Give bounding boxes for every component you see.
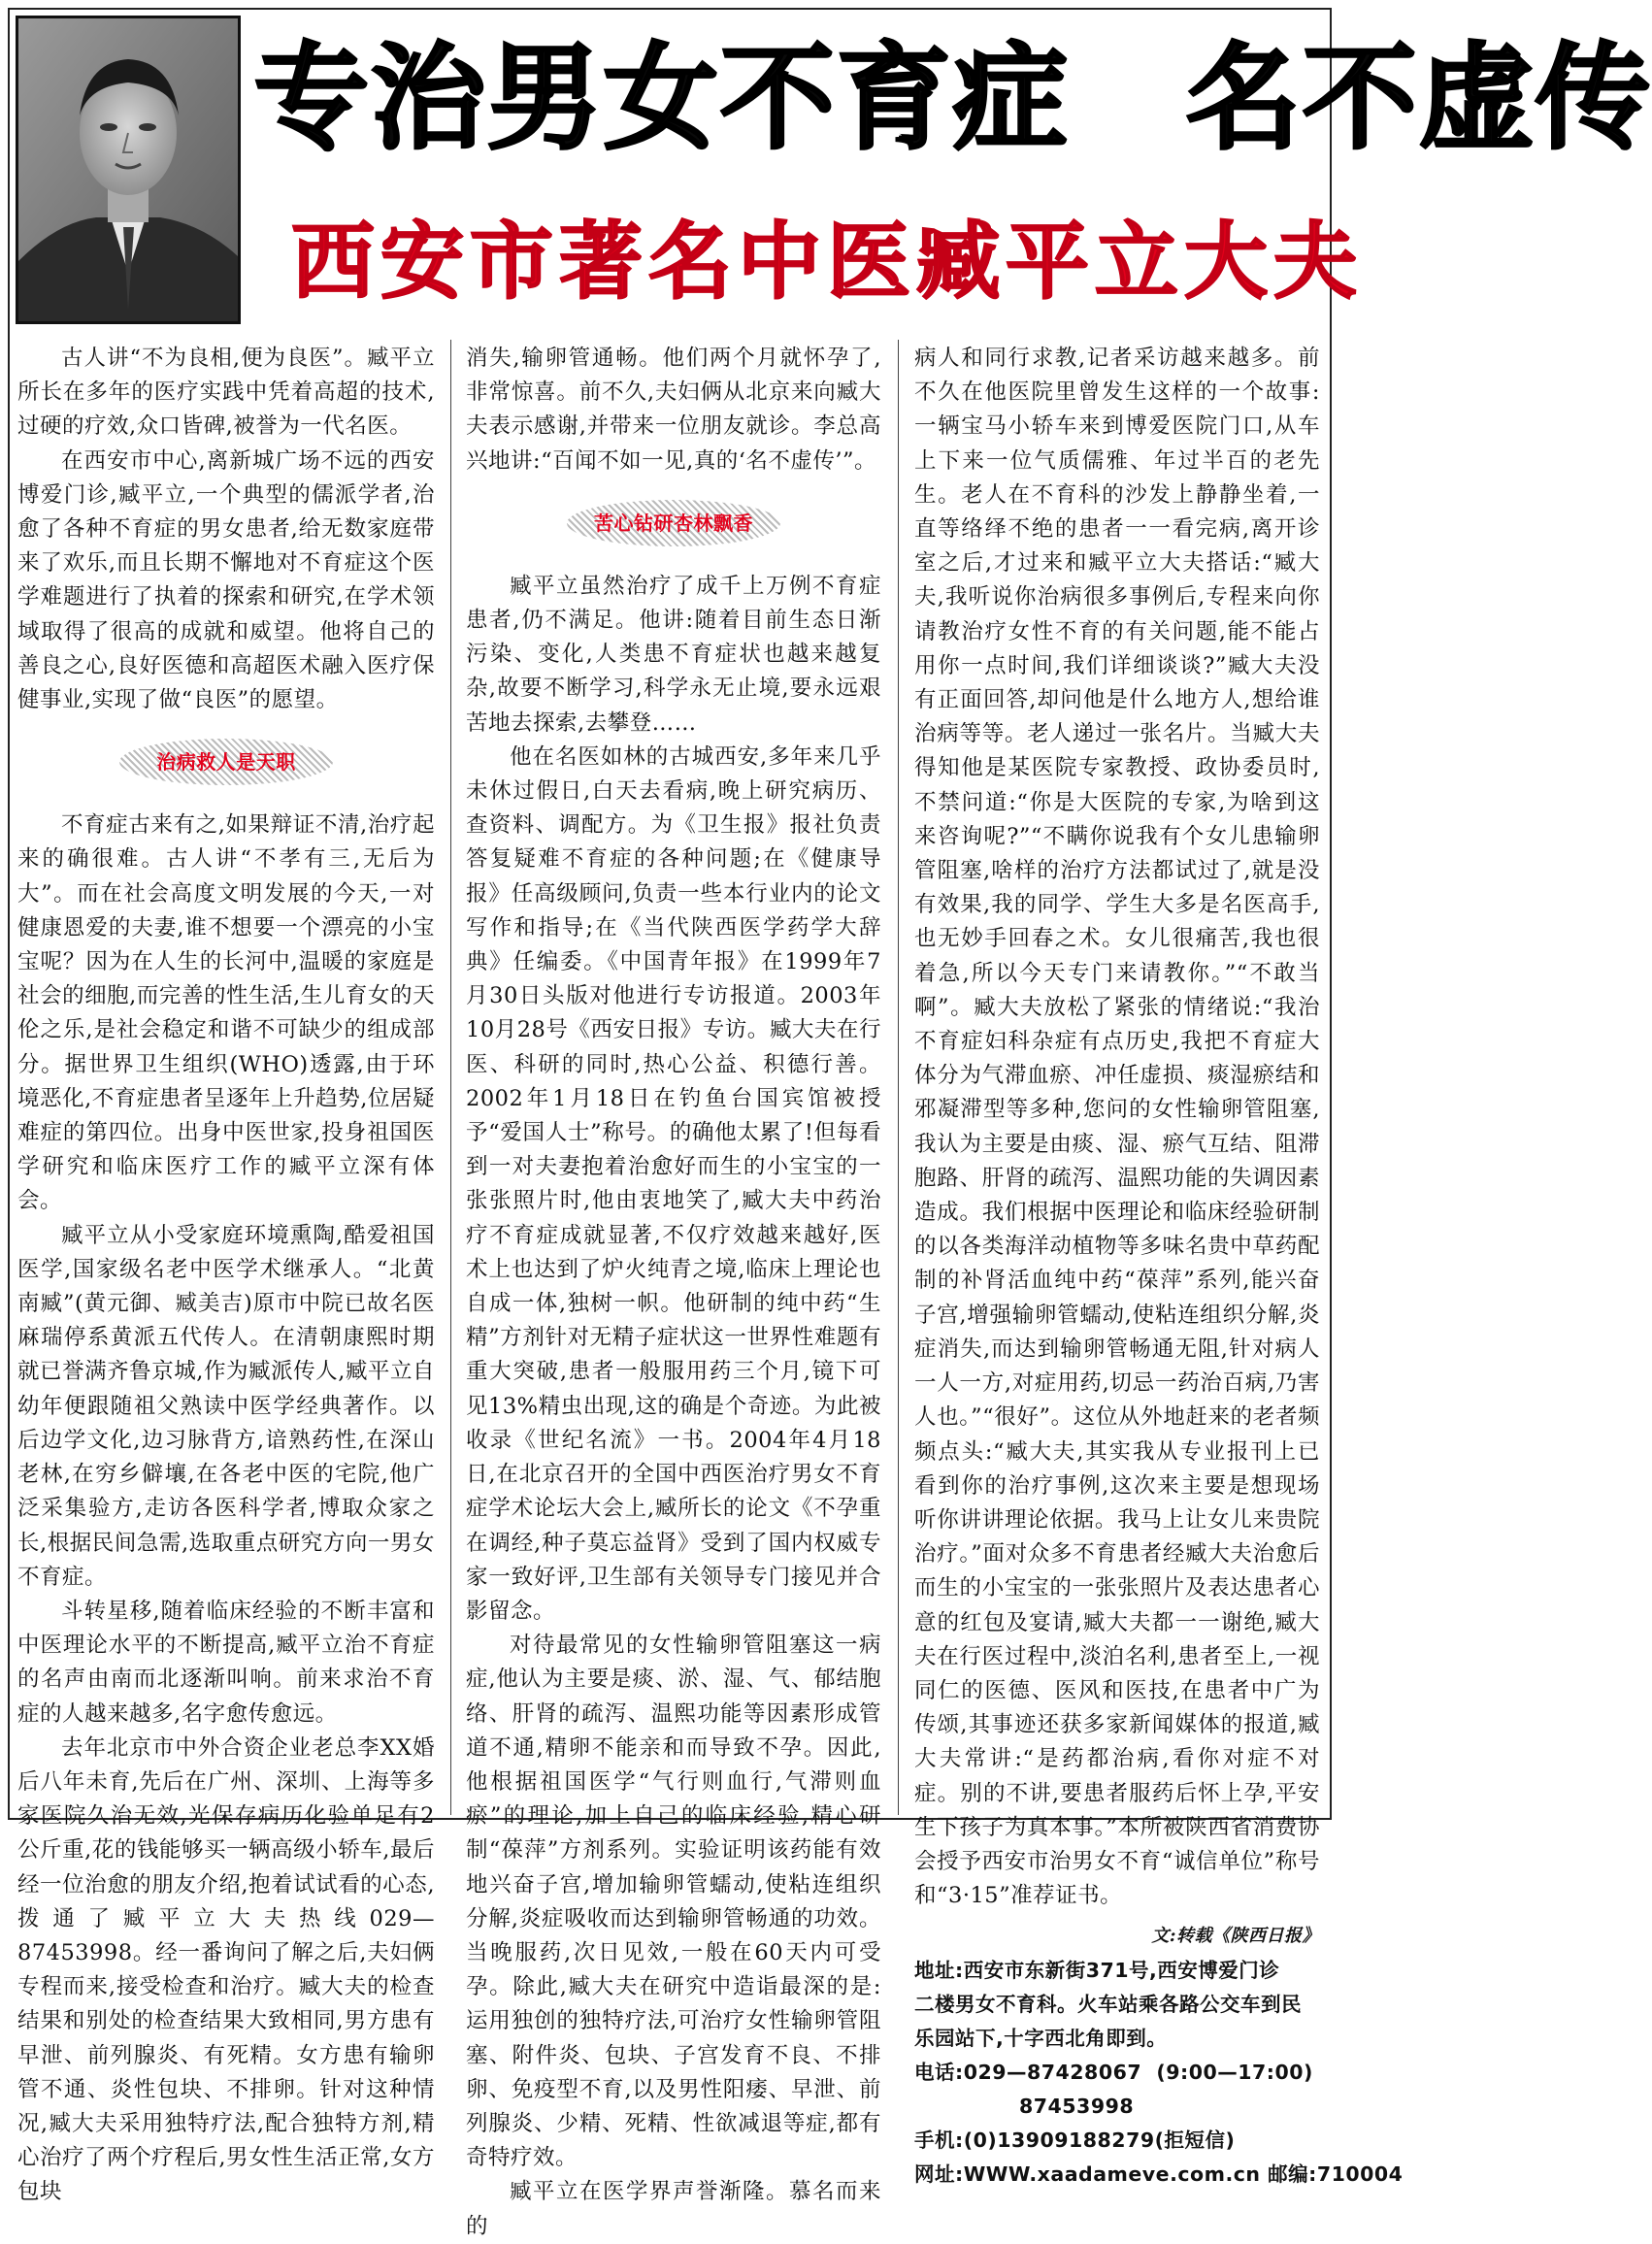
article-column-1 — [17, 342, 435, 2210]
article-column-3 — [914, 342, 1404, 2192]
paragraph: 臧平立从小受家庭环境熏陶,酷爱祖国医学,国家级名老中医学术继承人。“北黄南臧”(黄元御、臧美吉)原市中院已故名医麻瑞停系黄派五代传人。在清朝康熙时期就已誉满齐鲁京城,作为臧派传人,臧平立自幼年便跟随祖父熟读中医学经典著作。以后边学文化,边习脉背方,谙熟药性,在深山老林,在穷乡僻壤,在各老中医的宅院,他广泛采集验方,走访各医科学者,博取众家之长,根据民间急需,选取重点研究方向一男女不育症。 — [17, 1222, 435, 1590]
address-line: 乐园站下,十字西北角即到。 — [914, 2026, 1168, 2050]
subheadline: 西安市著名中医臧平立大夫 — [291, 214, 1363, 311]
address-line: 地址:西安市东新街371号,西安博爱门诊 — [914, 1958, 1280, 1982]
mobile-line: 手机:(0)13909188279(拒短信) — [914, 2128, 1236, 2152]
address-line: 二楼男女不育科。火车站乘各路公交车到民 — [914, 1992, 1302, 2016]
website-line: 网址:WWW.xaadameve.com.cn 邮编:710004 — [914, 2162, 1404, 2186]
telephone-number-2: 87453998 — [1019, 2094, 1135, 2118]
source-credit: 文:转载《陕西日报》 — [1151, 1926, 1320, 1947]
portrait-image — [18, 18, 238, 321]
headline: 专治男女不育症 名不虚传 — [254, 31, 1652, 165]
office-hours: (9:00—17:00) — [1156, 2060, 1313, 2084]
paragraph: 去年北京市中外合资企业老总李XX婚后八年未育,先后在广州、深圳、上海等多家医院久治无效,光保存病历化验单足有2公斤重,花的钱能够买一辆高级小轿车,最后经一位治愈的朋友介绍,抱着试试看的心态, 拨通了臧平立大夫热线029—87453998。经一番询问了解之后,夫妇俩专程而来,接受检查和治疗。臧大夫的检查结果和别处的检查结果大致相同,男方患有早泄、前列腺炎、有死精。女方患有输卵管不通、炎性包块、不排卵。针对这种情况,臧大夫采用独特疗法,配合独特方剂,精心治疗了两个疗程后,男女性生活正常,女方包块 — [17, 1734, 435, 2205]
telephone-label: 电话: — [914, 2060, 964, 2084]
column-divider — [450, 340, 451, 1815]
column-divider — [898, 340, 899, 1815]
section-badge: 苦心钻研杏林飘香 — [567, 500, 780, 546]
paragraph: 病人和同行求教,记者采访越来越多。前不久在他医院里曾发生这样的一个故事:一辆宝马小轿车来到博爱医院门口,从车上下来一位气质儒雅、年过半百的老先生。老人在不育科的沙发上静静坐着,一直等络绎不绝的患者一一看完病,离开诊室之后,才过来和臧平立大夫搭话:“臧大夫,我听说你治病很多事例后,专程来向你请教治疗女性不育的有关问题,能不能占用你一点时间,我们详细谈谈?”臧大夫没有正面回答,却问他是什么地方人,想给谁治病等等。老人递过一张名片。当臧大夫得知他是某医院专家教授、政协委员时,不禁问道:“你是大医院的专家,为啥到这来咨询呢?”“不瞒你说我有个女儿患输卵管阻塞,啥样的治疗方法都试过了,就是没有效果,我的同学、学生大多是名医高手,也无妙手回春之术。女儿很痛苦,我也很着急,所以今天专门来请教你。”“不敢当啊”。臧大夫放松了紧张的情绪说:“我治不育症妇科杂症有点历史,我把不育症大体分为气滞血瘀、冲任虚损、痰湿瘀结和邪凝滞型等多种,您问的女性输卵管阻塞,我认为主要是由痰、湿、瘀气互结、阻滞胞路、肝肾的疏泻、温熙功能的失调因素造成。我们根据中医理论和临床经验研制的以各类海洋动植物等多味名贵中草药配制的补肾活血纯中药“葆萍”系列,能兴奋子宫,增强输卵管蠕动,使粘连组织分解,炎症消失,而达到输卵管畅通无阻,针对病人一人一方,对症用药,切忌一药治百病,乃害人也。”“很好”。这位从外地赶来的老者频频点头:“臧大夫,其实我从专业报刊上已看到你的治疗事例,这次来主要是想现场听你讲讲理论依据。我马上让女儿来贵院治疗。”面对众多不育患者经臧大夫治愈后而生的小宝宝的一张张照片及表达患者心意的红包及宴请,臧大夫都一一谢绝,臧大夫在行医过程中,淡泊名利,患者至上,一视同仁的医德、医风和医技,在患者中广为传颂,其事迹还获多家新闻媒体的报道,臧大夫常讲:“是药都治病,看你对症不对症。别的不讲,要患者服药后怀上孕,平安生下孩子为真本事。”本所被陕西省消费协会授予西安市治男女不育“诚信单位”称号和“3·15”准荐证书。 — [914, 346, 1320, 1909]
paragraph: 不育症古来有之,如果辩证不清,治疗起来的确很难。古人讲“不孝有三,无后为大”。而在社会高度文明发展的今天,一对健康恩爱的夫妻,谁不想要一个漂亮的小宝宝呢？因为在人生的长河中,温暖的家庭是社会的细胞,而完善的性生活,生儿育女的天伦之乐,是社会稳定和谐不可缺少的组成部分。据世界卫生组织(WHO)透露,由于环境恶化,不育症患者呈逐年上升趋势,位居疑难症的第四位。出身中医世家,投身祖国医学研究和临床医疗工作的臧平立深有体会。 — [17, 812, 435, 1214]
contact-info — [914, 1954, 1404, 2192]
article-column-2 — [466, 342, 881, 2244]
doctor-portrait — [16, 16, 241, 324]
paragraph: 古人讲“不为良相,便为良医”。臧平立所长在多年的医疗实践中凭着高超的技术,过硬的疗效,众口皆碑,被誉为一代名医。 — [17, 346, 435, 440]
paragraph: 臧平立在医学界声誉渐隆。慕名而来的 — [466, 2179, 881, 2239]
telephone-line — [914, 2056, 1320, 2090]
paragraph: 臧平立虽然治疗了成千上万例不育症患者,仍不满足。他讲:随着目前生态日渐污染、变化,人类患不育症状也越来越复杂,故要不断学习,科学永无止境,要永远艰苦地去探索,去攀登…… — [466, 573, 881, 736]
paragraph: 对待最常见的女性输卵管阻塞这一病症,他认为主要是痰、淤、湿、气、郁结胞络、肝肾的疏泻、温熙功能等因素形成管道不通,精卵不能亲和而导致不孕。因此,他根据祖国医学“气行则血行,气滞则血瘀”的理论,加上自己的临床经验,精心研制“葆萍”方剂系列。实验证明该药能有效地兴奋子宫,增加输卵管蠕动,使粘连组织分解,炎症吸收而达到输卵管畅通的功效。当晚服药,次日见效,一般在60天内可受孕。除此,臧大夫在研究中造诣最深的是:运用独创的独特疗法,可治疗女性输卵管阻塞、附件炎、包块、子宫发育不良、不排卵、免疫型不育,以及男性阳痿、早泄、前列腺炎、少精、死精、性欲减退等症,都有奇特疗效。 — [466, 1633, 881, 2171]
paragraph: 在西安市中心,离新城广场不远的西安博爱门诊,臧平立,一个典型的儒派学者,治愈了各种不育症的男女患者,给无数家庭带来了欢乐,而且长期不懈地对不育症这个医学难题进行了执着的探索和研究,在学术领域取得了很高的成就和威望。他将自己的善良之心,良好医德和高超医术融入医疗保健事业,实现了做“良医”的愿望。 — [17, 447, 435, 713]
paragraph: 他在名医如林的古城西安,多年来几乎未休过假日,白天去看病,晚上研究病历、查资料、调配方。为《卫生报》报社负责答复疑难不育症的各种问题;在《健康导报》任高级顾问,负责一些本行业内的论文写作和指导;在《当代陕西医学药学大辞典》任编委。《中国青年报》在1999年7月30日头版对他进行专访报道。2003年10月28号《西安日报》专访。臧大夫在行医、科研的同时,热心公益、积德行善。2002年1月18日在钓鱼台国宾馆被授予“爱国人士”称号。的确他太累了!但每看到一对夫妻抱着治愈好而生的小宝宝的一张张照片时,他由衷地笑了,臧大夫中药治疗不育症成就显著,不仅疗效越来越好,医术上也达到了炉火纯青之境,临床上理论也自成一体,独树一帜。他研制的纯中药“生精”方剂针对无精子症状这一世界性难题有重大突破,患者一般服用药三个月,镜下可见13%精虫出现,这的确是个奇迹。为此被收录《世纪名流》一书。2004年4月18日,在北京召开的全国中西医治疗男女不育症学术论坛大会上,臧所长的论文《不孕重在调经,种子莫忘益肾》受到了国内权威专家一致好评,卫生部有关领导专门接见并合影留念。 — [466, 743, 881, 1624]
section-badge: 治病救人是天职 — [119, 739, 333, 785]
paragraph: 消失,输卵管通畅。他们两个月就怀孕了,非常惊喜。前不久,夫妇俩从北京来向臧大夫表示感谢,并带来一位朋友就诊。李总高兴地讲:“百闻不如一见,真的‘名不虚传’”。 — [466, 346, 881, 474]
paragraph: 斗转星移,随着临床经验的不断丰富和中医理论水平的不断提高,臧平立治不育症的名声由南而北逐渐叫响。前来求治不育症的人越来越多,名字愈传愈远。 — [17, 1598, 435, 1727]
telephone-number: 029—87428067 — [963, 2060, 1142, 2084]
